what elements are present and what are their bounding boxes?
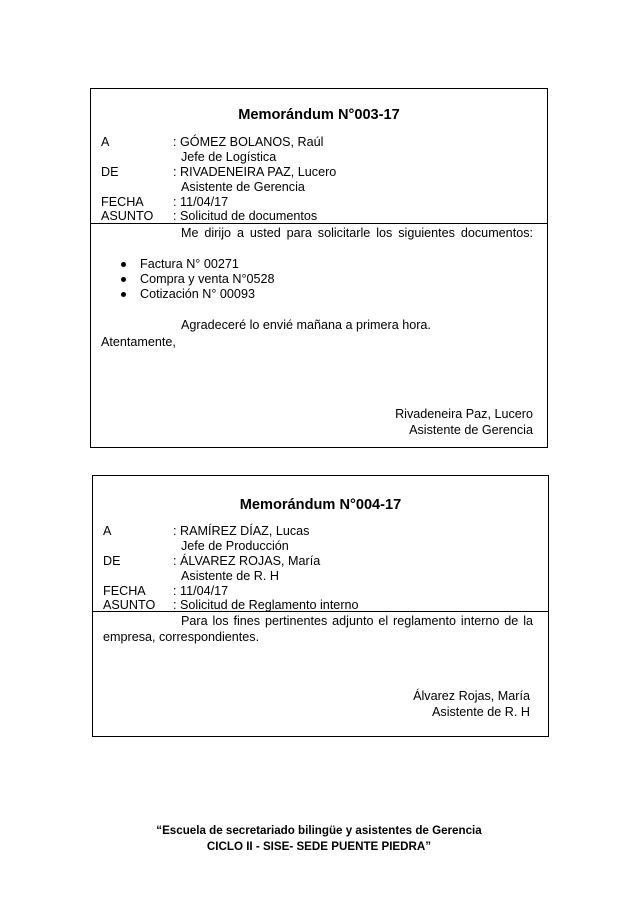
body-line-1: Para los fines pertinentes adjunto el reglamento interno de la [181, 614, 533, 628]
footer-line-2: CICLO II - SISE- SEDE PUENTE PIEDRA” [206, 840, 432, 853]
bullet-icon [121, 262, 126, 267]
header-divider [93, 611, 548, 612]
field-value-recipient-role: Jefe de Producción [181, 539, 289, 553]
body-intro: Me dirijo a usted para solicitarle los siguientes documentos: [181, 226, 533, 240]
field-value-subject: : Solicitud de Reglamento interno [173, 598, 359, 612]
field-label-asunto: ASUNTO [103, 598, 156, 612]
bullet-icon [121, 277, 126, 282]
signature-role: Asistente de Gerencia [409, 423, 533, 437]
list-item: Compra y venta N°0528 [119, 272, 275, 287]
field-label-de: DE [101, 165, 119, 179]
field-value-sender-role: Asistente de R. H [181, 569, 279, 583]
field-value-recipient: : RAMÍREZ DÍAZ, Lucas [173, 524, 310, 538]
field-value-sender: : RIVADENEIRA PAZ, Lucero [173, 165, 337, 179]
signature-name: Rivadeneira Paz, Lucero [395, 407, 533, 421]
signature-name: Álvarez Rojas, María [413, 689, 530, 703]
field-value-recipient-role: Jefe de Logística [181, 150, 277, 164]
list-item: Factura N° 00271 [119, 257, 275, 272]
field-value-date: : 11/04/17 [173, 195, 229, 209]
closing-line: Agradeceré lo envié mañana a primera hora. [181, 318, 431, 332]
signature-role: Asistente de R. H [432, 705, 530, 719]
footer-line-1: “Escuela de secretariado bilingüe y asistentes de Gerencia [156, 824, 482, 837]
memo-title: Memorándum N°003-17 [238, 107, 400, 123]
field-label-a: A [101, 135, 110, 149]
field-label-fecha: FECHA [101, 195, 144, 209]
body-line-2: empresa, correspondientes. [103, 630, 260, 644]
field-value-sender: : ÁLVAREZ ROJAS, María [173, 554, 321, 568]
memo-003-17 [90, 88, 548, 448]
field-label-a: A [103, 524, 112, 538]
field-value-date: : 11/04/17 [173, 584, 229, 598]
salutation: Atentamente, [101, 335, 176, 349]
list-item: Cotización N° 00093 [119, 287, 275, 302]
field-value-subject: : Solicitud de documentos [173, 209, 318, 223]
field-value-sender-role: Asistente de Gerencia [181, 180, 305, 194]
bullet-icon [121, 292, 126, 297]
memo-004-17 [92, 475, 549, 737]
memo-title: Memorándum N°004-17 [239, 497, 402, 513]
header-divider [91, 223, 547, 224]
field-label-fecha: FECHA [103, 584, 146, 598]
field-value-recipient: : GÓMEZ BOLANOS, Raúl [173, 135, 324, 149]
document-list [119, 257, 275, 302]
field-label-asunto: ASUNTO [101, 209, 154, 223]
field-label-de: DE [103, 554, 121, 568]
